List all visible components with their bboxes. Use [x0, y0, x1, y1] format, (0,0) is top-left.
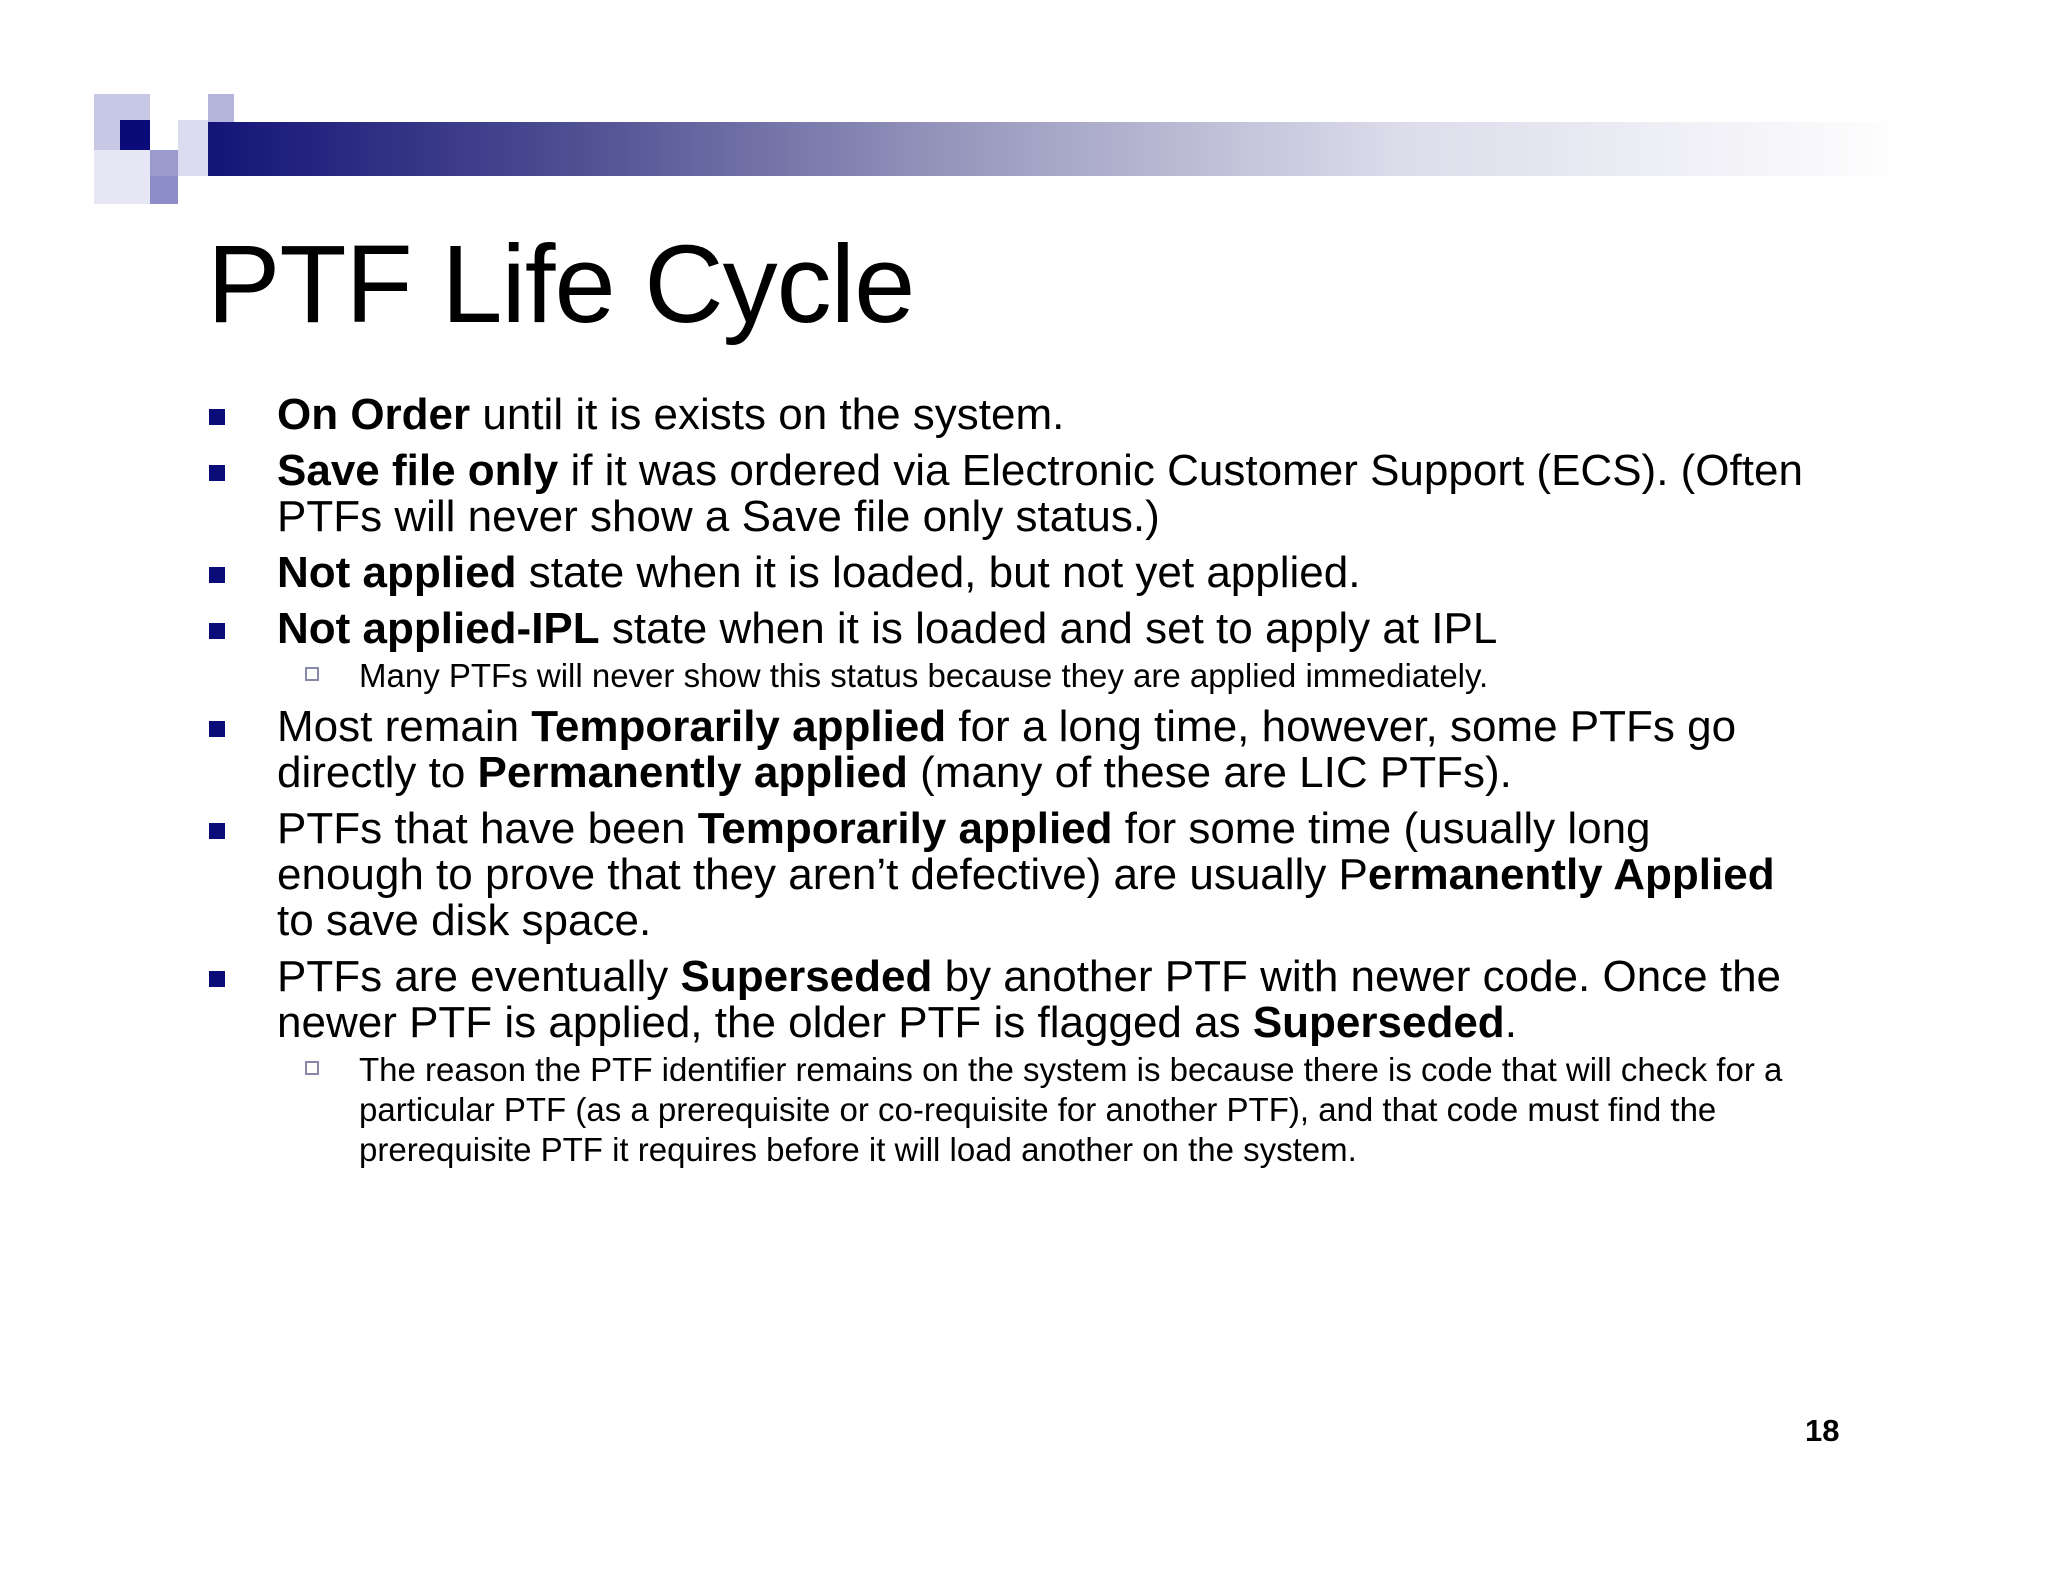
bullet-text: to save disk space.: [277, 896, 652, 945]
square-bullet-icon: [209, 971, 225, 987]
sub-bullet-text: Many PTFs will never show this status because they are applied immediately.: [359, 657, 1489, 694]
bullet-bold-text: On Order: [277, 390, 471, 439]
bullet-text: by another PTF with newer code. Once the newer PTF is applied, the older PTF is flagged as: [277, 952, 1782, 1047]
bullet-text: PTFs that have been: [277, 804, 698, 853]
bullet-item: [207, 954, 1857, 1046]
header-decoration-square: [120, 120, 150, 150]
bullet-text: until it is exists on the system.: [470, 390, 1065, 439]
header-decoration-square: [208, 94, 234, 122]
bullet-bold-text: Superseded: [1252, 998, 1505, 1047]
header-decoration-square: [94, 150, 150, 204]
bullet-text: state when it is loaded and set to apply at IPL: [599, 604, 1498, 653]
bullet-text: (many of these are LIC PTFs).: [907, 748, 1512, 797]
hollow-square-bullet-icon: [305, 667, 319, 681]
square-bullet-icon: [209, 567, 225, 583]
square-bullet-icon: [209, 623, 225, 639]
bullet-bold-text: Temporarily applied: [697, 804, 1113, 853]
header-decoration-square: [178, 120, 208, 176]
bullet-item: [207, 606, 1867, 652]
header-decoration-square: [150, 176, 178, 204]
header-gradient-bar: [208, 122, 1908, 176]
bullet-text: if it was ordered via Electronic Customer Support (ECS). (Often PTFs will never show a Save file only status.): [277, 446, 1803, 541]
bullet-text: state when it is loaded, but not yet applied.: [516, 548, 1361, 597]
bullet-text: Most remain: [277, 702, 532, 751]
square-bullet-icon: [209, 823, 225, 839]
bullet-item: [207, 806, 1797, 944]
bullet-bold-text: Superseded: [680, 952, 933, 1001]
square-bullet-icon: [209, 465, 225, 481]
sub-bullet-item: [207, 1050, 1809, 1170]
square-bullet-icon: [209, 721, 225, 737]
slide-title: PTF Life Cycle: [207, 223, 915, 346]
bullet-bold-text: Temporarily applied: [531, 702, 947, 751]
page-number: 18: [1805, 1413, 1840, 1448]
bullet-item: [207, 448, 1837, 540]
bullet-bold-text: Not applied-IPL: [277, 604, 600, 653]
bullet-list: [207, 392, 1867, 1178]
bullet-item: [207, 704, 1877, 796]
bullet-text: PTFs are eventually: [277, 952, 681, 1001]
bullet-bold-text: Save file only: [277, 446, 559, 495]
header-decoration-square: [150, 150, 178, 176]
bullet-text: for a long time, however, some PTFs go directly to: [277, 702, 1737, 797]
bullet-bold-text: ermanently Applied: [1367, 850, 1775, 899]
sub-bullet-item: [207, 656, 1867, 696]
bullet-item: [207, 550, 1867, 596]
bullet-bold-text: Permanently applied: [477, 748, 908, 797]
square-bullet-icon: [209, 409, 225, 425]
bullet-item: [207, 392, 1867, 438]
sub-bullet-text: The reason the PTF identifier remains on the system is because there is code that will check for a particular PTF (as a prerequisite or co-requisite for another PTF), and that code must find the prerequisite PTF it requires before it will load another on the system.: [359, 1051, 1783, 1168]
hollow-square-bullet-icon: [305, 1061, 319, 1075]
bullet-bold-text: Not applied: [277, 548, 517, 597]
bullet-text: .: [1504, 998, 1517, 1047]
bullet-text: for some time (usually long enough to prove that they aren’t defective) are usually P: [277, 804, 1651, 899]
